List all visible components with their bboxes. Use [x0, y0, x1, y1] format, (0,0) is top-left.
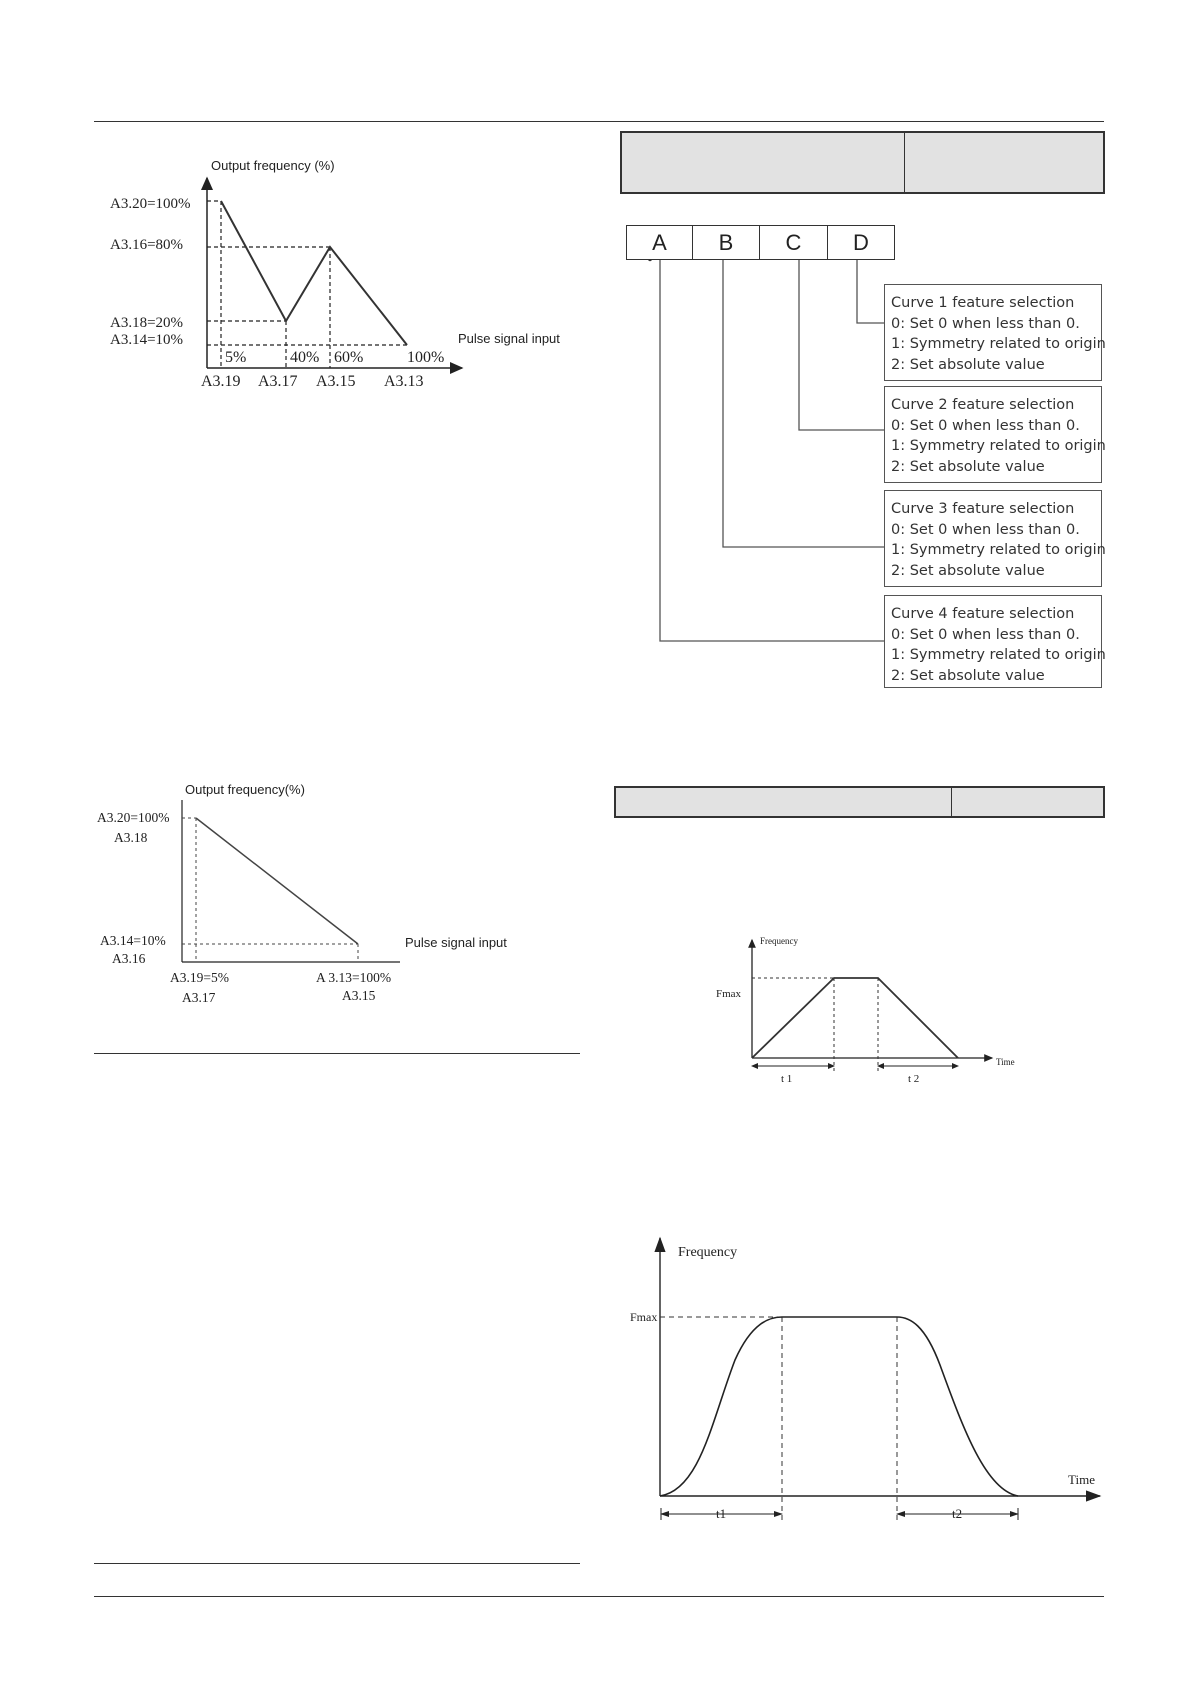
curve-box-title: Curve 3 feature selection [891, 501, 1075, 517]
x-param-a3-15: A3.15 [316, 373, 356, 390]
curve-box-title: Curve 2 feature selection [891, 397, 1075, 413]
y-label-a3-16: A3.16=80% [110, 237, 184, 253]
time-label: Time [1068, 1472, 1095, 1487]
x-axis-title: Pulse signal input [405, 935, 507, 950]
y-top-sub: A3.18 [114, 830, 148, 845]
curve-box-option-0: 0: Set 0 when less than 0. [891, 315, 1080, 332]
curve-box-title: Curve 1 feature selection [891, 295, 1075, 311]
x-left-sub: A3.17 [182, 990, 216, 1005]
digit-box-b: B [692, 225, 760, 260]
y-label-a3-14: A3.14=10% [110, 332, 184, 348]
curve-box-option-1: 1: Symmetry related to origin [891, 336, 1106, 352]
curve-box-option-2: 2: Set absolute value [891, 562, 1045, 579]
s-curve-profile-line [660, 1317, 1018, 1496]
left-column-rule-lower [94, 1563, 580, 1564]
curve-box-option-0: 0: Set 0 when less than 0. [891, 521, 1080, 538]
t1-label: t 1 [781, 1073, 793, 1085]
y-label-a3-20: A3.20=100% [110, 196, 191, 212]
x-percent-100: 100% [407, 349, 445, 366]
y-bottom-sub: A3.16 [112, 951, 146, 966]
frequency-label: Frequency [760, 936, 798, 946]
x-param-a3-13: A3.13 [384, 373, 424, 390]
curve-box-option-2: 2: Set absolute value [891, 667, 1045, 684]
time-label: Time [996, 1057, 1015, 1067]
fmax-label: Fmax [716, 988, 742, 1000]
curve-box-option-2: 2: Set absolute value [891, 458, 1045, 475]
curve-box-option-1: 1: Symmetry related to origin [891, 542, 1106, 558]
footer-rule [94, 1596, 1104, 1597]
curve-box-title: Curve 4 feature selection [891, 606, 1075, 622]
y-axis-title: Output frequency (%) [211, 158, 335, 173]
y-top-label: A3.20=100% [97, 810, 170, 825]
curve-box-option-2: 2: Set absolute value [891, 356, 1045, 373]
y-bottom-label: A3.14=10% [100, 933, 166, 948]
fmax-label: Fmax [630, 1310, 658, 1324]
digit-box-c: C [759, 225, 828, 260]
t2-label: t 2 [908, 1073, 920, 1085]
x-percent-5: 5% [225, 349, 247, 366]
digit-box-d: D [827, 225, 895, 260]
t1-label: t1 [716, 1506, 727, 1521]
digit-box-a: A [626, 225, 693, 260]
curve-box-option-1: 1: Symmetry related to origin [891, 647, 1106, 663]
x-right-label: A 3.13=100% [316, 970, 392, 985]
x-axis-title: Pulse signal input [458, 331, 560, 346]
x-percent-40: 40% [290, 349, 320, 366]
curve-box-option-0: 0: Set 0 when less than 0. [891, 626, 1080, 643]
y-axis-title: Output frequency(%) [185, 782, 305, 797]
x-right-sub: A3.15 [342, 988, 376, 1003]
curve-box-option-1: 1: Symmetry related to origin [891, 438, 1106, 454]
curve-box-option-0: 0: Set 0 when less than 0. [891, 417, 1080, 434]
x-percent-60: 60% [334, 349, 364, 366]
x-param-a3-17: A3.17 [258, 373, 298, 390]
x-left-label: A3.19=5% [170, 970, 229, 985]
frequency-label: Frequency [678, 1245, 738, 1260]
x-param-a3-19: A3.19 [201, 373, 241, 390]
y-label-a3-18: A3.18=20% [110, 315, 184, 331]
t2-label: t2 [952, 1506, 963, 1521]
